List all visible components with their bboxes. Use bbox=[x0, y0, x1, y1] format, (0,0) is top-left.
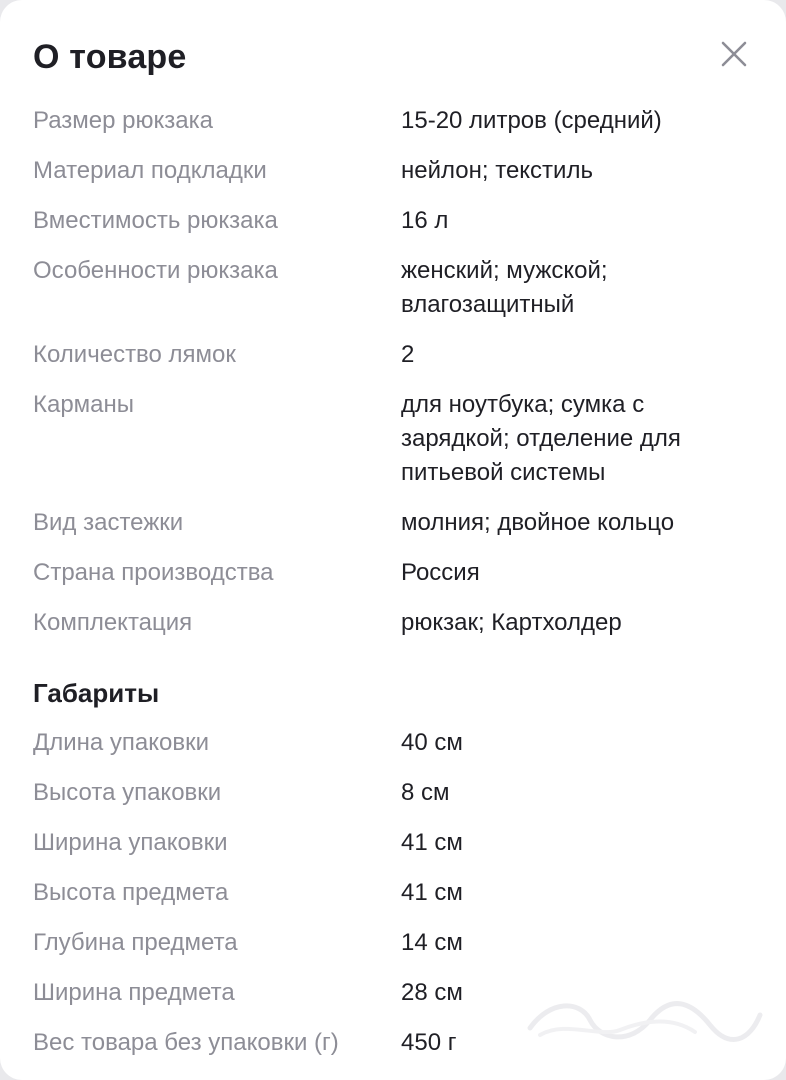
dimension-label: Ширина упаковки bbox=[33, 829, 228, 856]
characteristics-list bbox=[33, 104, 753, 656]
characteristic-value: нейлон; текстиль bbox=[401, 157, 593, 184]
dimension-label: Высота предмета bbox=[33, 879, 229, 906]
dimension-label: Вес товара без упаковки (г) bbox=[33, 1029, 339, 1056]
dimension-value: 14 см bbox=[401, 929, 463, 956]
characteristic-value: для ноутбука; сумка с зарядкой; отделение для питьевой системы bbox=[401, 391, 681, 486]
characteristic-row bbox=[33, 338, 753, 372]
dimension-label: Глубина предмета bbox=[33, 929, 238, 956]
dimension-row bbox=[33, 926, 753, 960]
dimension-row bbox=[33, 726, 753, 760]
dimension-value: 40 см bbox=[401, 729, 463, 756]
dimension-value: 28 см bbox=[401, 979, 463, 1006]
characteristic-value: молния; двойное кольцо bbox=[401, 509, 675, 536]
dimension-value: 8 см bbox=[401, 779, 450, 806]
dimension-row bbox=[33, 876, 753, 910]
characteristic-label: Вид застежки bbox=[33, 509, 184, 536]
characteristic-row bbox=[33, 204, 753, 238]
dimension-label: Длина упаковки bbox=[33, 729, 210, 756]
dimension-value: 41 см bbox=[401, 829, 463, 856]
dimension-label: Ширина предмета bbox=[33, 979, 235, 1006]
characteristic-row bbox=[33, 506, 753, 540]
characteristic-row bbox=[33, 254, 753, 322]
characteristic-value: 15-20 литров (средний) bbox=[401, 107, 662, 134]
characteristic-label: Размер рюкзака bbox=[33, 107, 213, 134]
characteristic-label: Комплектация bbox=[33, 609, 193, 636]
characteristic-row bbox=[33, 104, 753, 138]
characteristic-value: женский; мужской; влагозащитный bbox=[401, 257, 608, 318]
characteristic-value: рюкзак; Картхолдер bbox=[401, 609, 622, 636]
characteristic-row bbox=[33, 388, 753, 490]
characteristic-value: Россия bbox=[401, 559, 480, 586]
characteristic-label: Количество лямок bbox=[33, 341, 236, 368]
dimension-value: 450 г bbox=[401, 1029, 457, 1056]
dimension-row bbox=[33, 826, 753, 860]
dimensions-heading: Габариты bbox=[33, 678, 160, 708]
dimension-value: 41 см bbox=[401, 879, 463, 906]
characteristic-value: 2 bbox=[401, 341, 415, 368]
characteristic-label: Вместимость рюкзака bbox=[33, 207, 278, 234]
characteristic-label: Страна производства bbox=[33, 559, 274, 586]
dimension-row bbox=[33, 776, 753, 810]
characteristic-row bbox=[33, 606, 753, 640]
watermark-logo bbox=[520, 990, 770, 1050]
characteristic-row bbox=[33, 556, 753, 590]
dimension-label: Высота упаковки bbox=[33, 779, 222, 806]
characteristic-label: Карманы bbox=[33, 391, 135, 418]
close-icon bbox=[716, 36, 752, 72]
characteristic-value: 16 л bbox=[401, 207, 449, 234]
page-title: О товаре bbox=[33, 38, 187, 76]
characteristic-label: Материал подкладки bbox=[33, 157, 267, 184]
close-button[interactable] bbox=[716, 36, 752, 72]
characteristic-row bbox=[33, 154, 753, 188]
characteristic-label: Особенности рюкзака bbox=[33, 257, 278, 284]
